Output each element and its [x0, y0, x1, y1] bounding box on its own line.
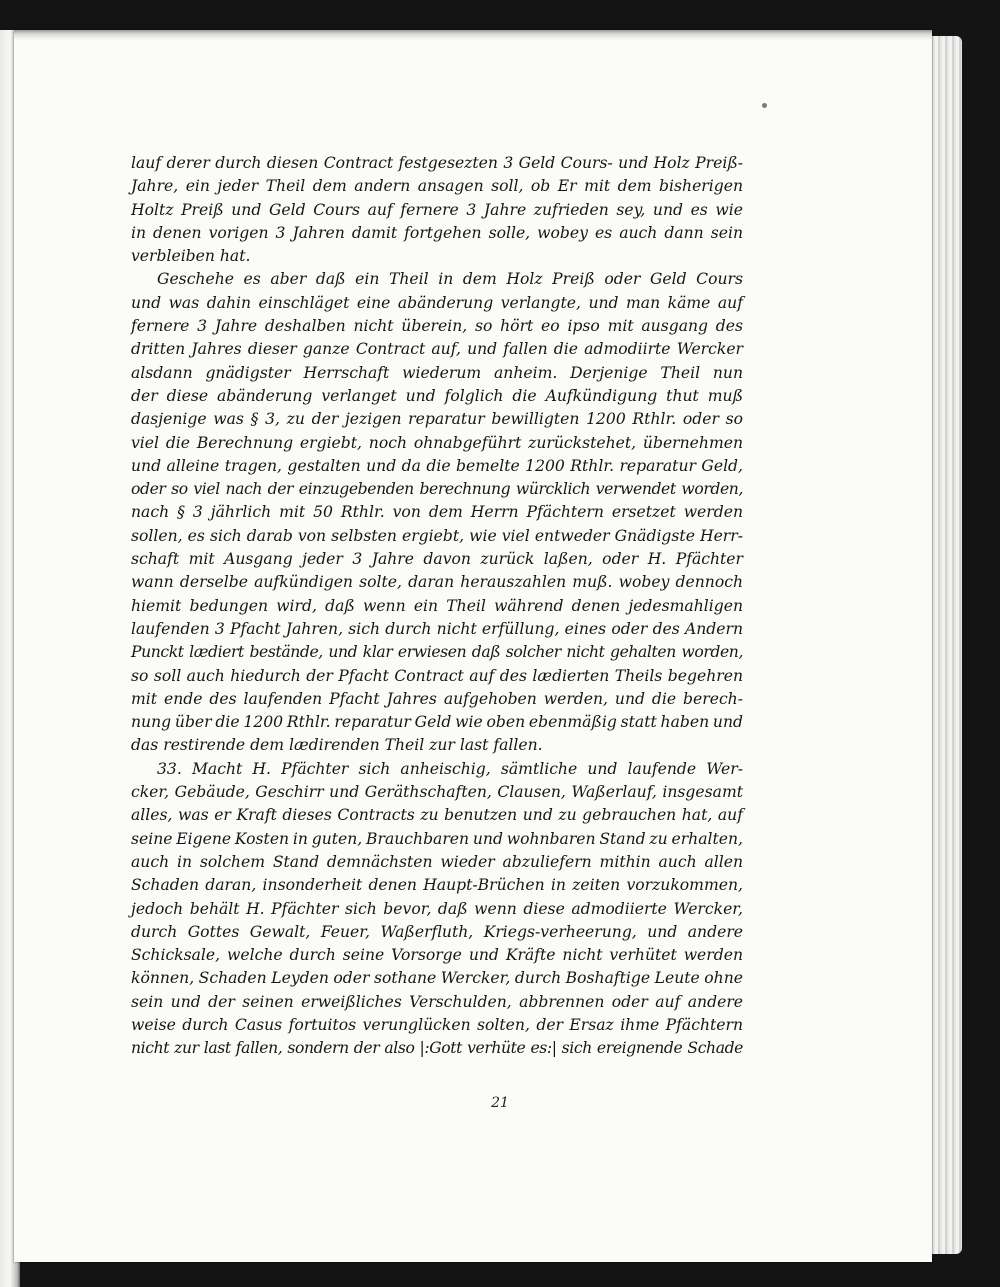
text-line: alles, was er Kraft dieses Contracts zu benutzen und zu gebrauchen hat, auf	[131, 806, 743, 825]
text-line: Schaden daran, insonderheit denen Haupt-Brüchen in zeiten vorzukommen,	[131, 876, 743, 895]
text-line: auch in solchem Stand demnächsten wieder abzuliefern mithin auch allen	[131, 852, 743, 871]
text-line: 33. Macht H. Pfächter sich anheischig, sämtliche und laufende Wer-	[157, 759, 743, 778]
text-line: durch Gottes Gewalt, Feuer, Waßerfluth, Kriegs-verheerung, und andere	[131, 922, 743, 941]
text-line: der diese abänderung verlanget und folglich die Aufkündigung thut muß	[131, 386, 743, 405]
text-line: lauf derer durch diesen Contract festgesezten 3 Geld Cours- und Holz Preiß-	[131, 154, 743, 172]
text-line: und alleine tragen, gestalten und da die bemelte 1200 Rthlr. reparatur Geld,	[131, 456, 743, 475]
text-line: Jahre, ein jeder Theil dem andern ansagen soll, ob Er mit dem bisherigen	[131, 177, 743, 196]
text-line: sein und der seinen erweißliches Verschulden, abbrennen oder auf andere	[131, 992, 743, 1011]
text-line: das restirende dem lædirenden Theil zur last fallen.	[131, 736, 543, 755]
text-line: Geschehe es aber daß ein Theil in dem Holz Preiß oder Geld Cours	[157, 270, 743, 289]
text-line: Punckt lædiert bestände, und klar erwiesen daß solcher nicht gehalten worden,	[131, 643, 743, 662]
text-line: sollen, es sich darab von selbsten ergiebt, wie viel entweder Gnädigste Herr-	[131, 526, 743, 545]
text-line: und was dahin einschläget eine abänderung verlangte, und man käme auf	[131, 293, 743, 312]
text-line: Holtz Preiß und Geld Cours auf fernere 3 Jahre zufrieden sey, und es wie	[131, 200, 743, 219]
text-line: schaft mit Ausgang jeder 3 Jahre davon zurück laßen, oder H. Pfächter	[131, 550, 743, 569]
page-number: 21	[491, 1095, 509, 1111]
text-line: nung über die 1200 Rthlr. reparatur Geld wie oben ebenmäßig statt haben und	[131, 713, 743, 732]
text-line: hiemit bedungen wird, daß wenn ein Theil während denen jedesmahligen	[131, 596, 743, 615]
text-line: so soll auch hiedurch der Pfacht Contract auf des lædierten Theils begehren	[131, 666, 743, 685]
text-line: alsdann gnädigster Herrschaft wiederum anheim. Derjenige Theil nun	[131, 363, 743, 382]
text-line: nicht zur last fallen, sondern der also |:Gott verhüte es:| sich ereignende Schade	[131, 1039, 743, 1058]
text-line: weise durch Casus fortuitos verunglücken solten, der Ersaz ihme Pfächtern	[131, 1015, 743, 1034]
text-line: fernere 3 Jahre deshalben nicht überein, so hört eo ipso mit ausgang des	[131, 317, 743, 336]
text-line: in denen vorigen 3 Jahren damit fortgehen solle, wobey es auch dann sein	[131, 223, 743, 242]
text-line: nach § 3 jährlich mit 50 Rthlr. von dem Herrn Pfächtern ersetzet werden	[131, 503, 743, 522]
text-line: laufenden 3 Pfacht Jahren, sich durch nicht erfüllung, eines oder des Andern	[131, 619, 743, 638]
body-text	[131, 152, 743, 1061]
text-line: oder so viel nach der einzugebenden berechnung würcklich verwendet worden,	[131, 480, 743, 499]
text-line: mit ende des laufenden Pfacht Jahres aufgehoben werden, und die berech-	[131, 689, 743, 708]
text-line: jedoch behält H. Pfächter sich bevor, daß wenn diese admodiierte Wercker,	[131, 899, 743, 918]
text-line: cker, Gebäude, Geschirr und Geräthschaften, Clausen, Waßerlauf, insgesamt	[131, 783, 743, 802]
page-stack-edges	[928, 36, 962, 1254]
text-line: können, Schaden Leyden oder sothane Wercker, durch Boshaftige Leute ohne	[131, 969, 743, 988]
text-line: wann derselbe aufkündigen solte, daran herauszahlen muß. wobey dennoch	[131, 573, 743, 592]
text-line: dritten Jahres dieser ganze Contract auf, und fallen die admodiirte Wercker	[131, 340, 743, 359]
text-line: dasjenige was § 3, zu der jezigen reparatur bewilligten 1200 Rthlr. oder so	[131, 410, 743, 429]
text-line: viel die Berechnung ergiebt, noch ohnabgeführt zurückstehet, übernehmen	[131, 433, 743, 452]
text-line: seine Eigene Kosten in guten, Brauchbaren und wohnbaren Stand zu erhalten,	[131, 829, 743, 848]
text-line: Schicksale, welche durch seine Vorsorge und Kräfte nicht verhütet werden	[131, 946, 743, 965]
text-line: verbleiben hat.	[131, 247, 251, 266]
dust-speck	[762, 103, 767, 108]
